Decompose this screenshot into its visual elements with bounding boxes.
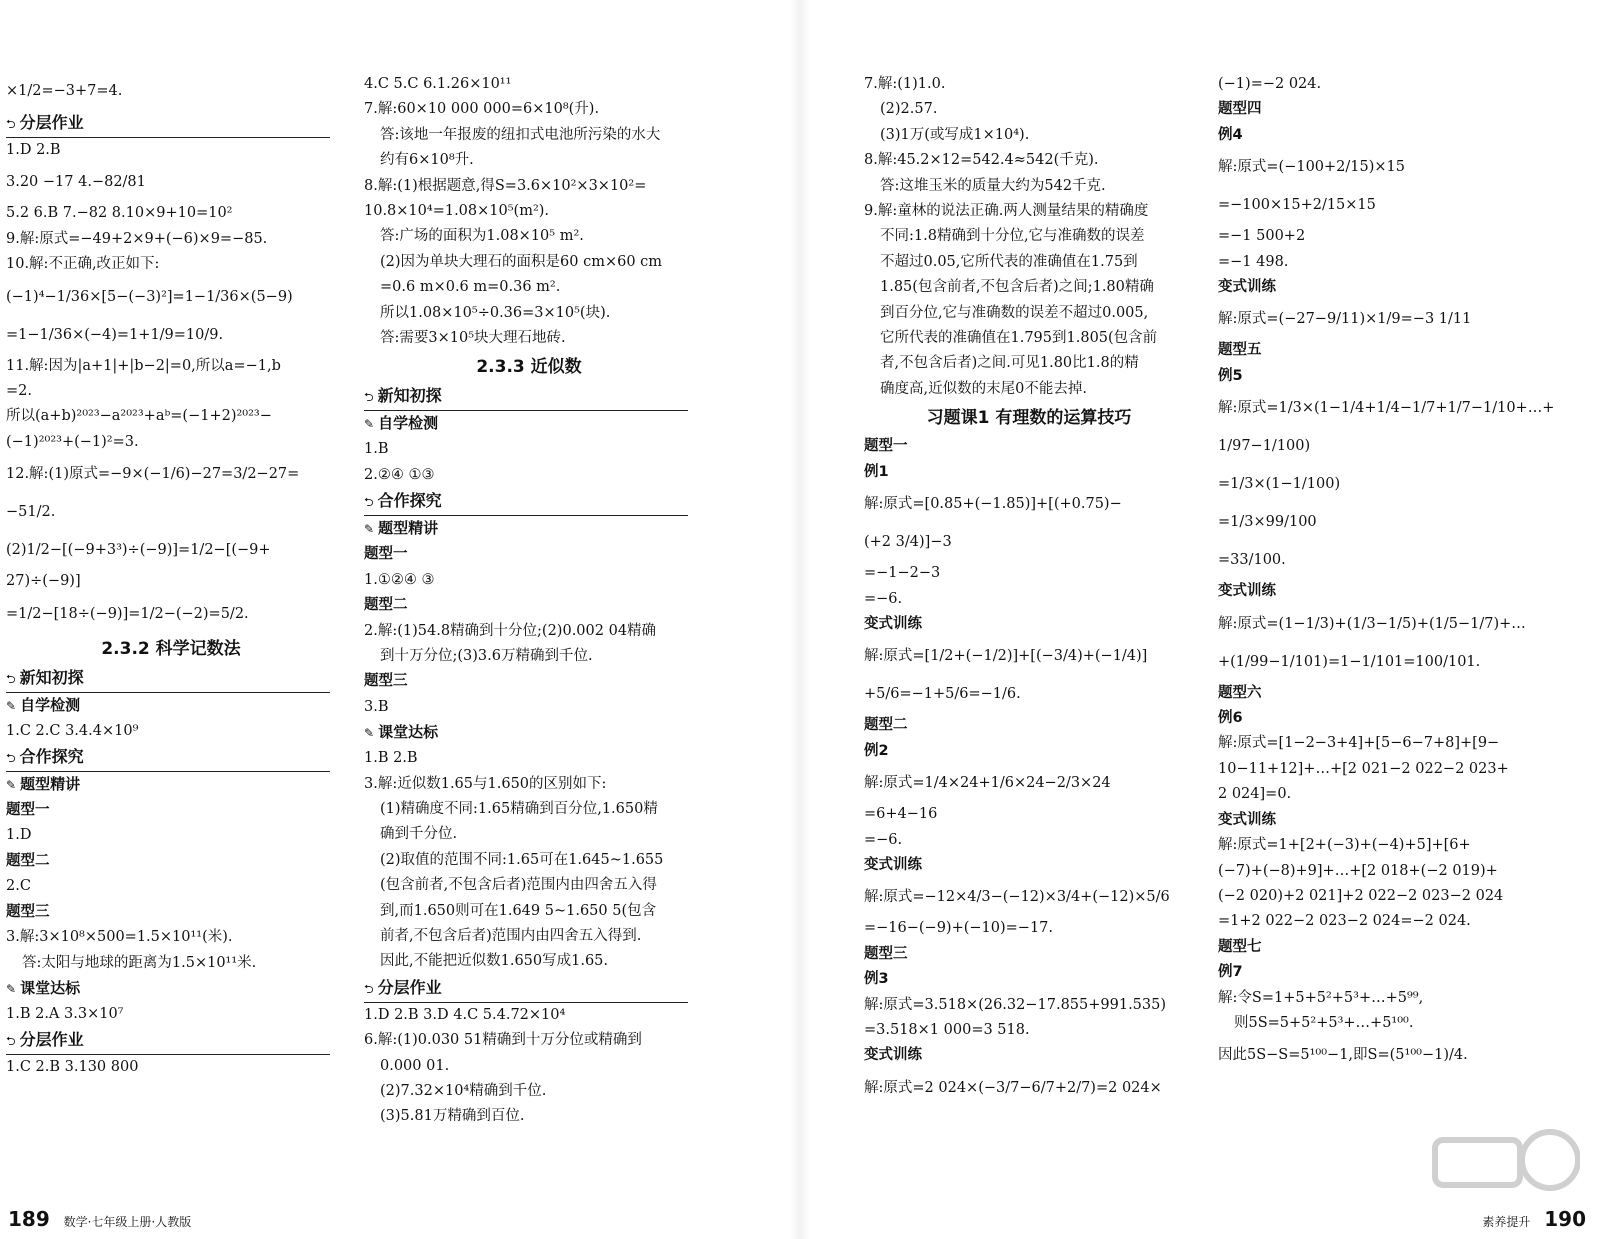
answer-line: (2)7.32×10⁴精确到千位. <box>380 1083 547 1099</box>
answer-line: 则5S=5+5²+5³+…+5¹⁰⁰. <box>1234 1014 1414 1031</box>
answer-line: 10.8×10⁴=1.08×10⁵(m²). <box>364 203 550 220</box>
answer-line: 10.解:不正确,改正如下: <box>6 256 160 273</box>
answer-line: 10−11+12]+…+[2 021−2 022−2 023+ <box>1218 760 1509 777</box>
answer-line: 3.解:近似数1.65与1.650的区别如下: <box>364 775 607 792</box>
answer-line: 1.①②④ ③ <box>364 571 435 588</box>
answer-line: =−100×15+2/15×15 <box>1218 197 1376 214</box>
answer-line: 答:该地一年报废的纽扣式电池所污染的水大 <box>380 126 661 143</box>
question-type-label: 例7 <box>1218 964 1243 981</box>
heading-text: 新知初探 <box>377 386 442 406</box>
question-type-label: 题型五 <box>1218 342 1262 359</box>
section-bar <box>6 665 330 693</box>
answer-line: 不同:1.8精确到十分位,它与准确数的误差 <box>880 228 1145 245</box>
answer-line: 解:原式=1/4×24+1/6×24−2/3×24 <box>864 775 1111 792</box>
answer-line: 1.B 2.A 3.3×10⁷ <box>6 1005 124 1022</box>
answer-line: 12.解:(1)原式=−9×(−1/6)−27=3/2−27= <box>6 466 300 483</box>
column-4 <box>1218 72 1583 1074</box>
answer-line: 1.D 2.B 3.D 4.C 5.4.72×10⁴ <box>364 1006 566 1023</box>
answer-line: 1.B <box>364 441 389 458</box>
answer-line: 7.解:(1)1.0. <box>864 76 946 92</box>
answer-line: (2)2.57. <box>880 101 938 118</box>
arrow-icon: ⮌ <box>6 671 16 686</box>
heading-text: 课堂达标 <box>20 978 81 997</box>
answer-line: 2.②④ ①③ <box>364 466 435 483</box>
answer-line: 1/97−1/100) <box>1218 438 1311 455</box>
section-bar <box>364 975 688 1003</box>
section-heading: 2.3.3 近似数 <box>476 357 582 378</box>
answer-line: 7.解:60×10 000 000=6×10⁸(升). <box>364 101 600 118</box>
pen-icon: ✎ <box>6 778 17 793</box>
question-type-label: 变式训练 <box>864 615 922 632</box>
section-label: 素养提升 <box>1482 1215 1531 1229</box>
answer-line: (2)因为单块大理石的面积是60 cm×60 cm <box>380 253 663 270</box>
answer-line: =−6. <box>864 590 903 607</box>
answer-line: +5/6=−1+5/6=−1/6. <box>864 686 1021 703</box>
answer-line: (−1)²⁰²³+(−1)²=3. <box>6 433 139 450</box>
heading-text: 题型精讲 <box>378 519 439 538</box>
answer-line: (2)1/2−[(−9+3³)÷(−9)]=1/2−[(−9+ <box>6 542 271 559</box>
answer-line: =33/100. <box>1218 552 1286 569</box>
answer-line: 11.解:因为|a+1|+|b−2|=0,所以a=−1,b <box>6 357 281 374</box>
answer-line: 3.B <box>364 698 389 715</box>
footer-left <box>8 1207 191 1231</box>
answer-line: 0.000 01. <box>380 1057 450 1074</box>
question-type-label: 题型七 <box>1218 938 1262 955</box>
heading-text: 自学检测 <box>378 414 439 433</box>
answer-line: (+2 3/4)]−3 <box>864 534 952 551</box>
pen-icon: ✎ <box>364 522 375 537</box>
answer-line: 它所代表的准确值在1.795到1.805(包含前 <box>880 330 1158 347</box>
question-type-label: 题型一 <box>864 438 908 455</box>
answer-line: =1−1/36×(−4)=1+1/9=10/9. <box>6 326 224 343</box>
answer-line: 解:原式=[1/2+(−1/2)]+[(−3/4)+(−1/4)] <box>864 648 1148 665</box>
answer-line: 确到千分位. <box>380 826 458 843</box>
heading-text: 课堂达标 <box>378 723 439 742</box>
page-number-right: 190 <box>1544 1207 1586 1231</box>
answer-line: 2.C <box>6 878 31 895</box>
answer-line: 到百分位,它与准确数的误差不超过0.005, <box>880 304 1149 321</box>
question-type-label: 例5 <box>1218 367 1243 384</box>
question-type-label: 例3 <box>864 971 889 988</box>
answer-line: =−1 498. <box>1218 253 1289 270</box>
question-type-label: 变式训练 <box>1218 279 1276 296</box>
answer-line: 解:原式=2 024×(−3/7−6/7+2/7)=2 024× <box>864 1079 1162 1096</box>
answer-line: 3.解:3×10⁸×500=1.5×10¹¹(米). <box>6 929 233 946</box>
subsection-heading <box>6 772 336 798</box>
answer-line: 解:令S=1+5+5²+5³+…+5⁹⁹, <box>1218 989 1424 1006</box>
answer-line: (−1)=−2 024. <box>1218 76 1322 92</box>
answer-line: 答:太阳与地球的距离为1.5×10¹¹米. <box>22 954 257 971</box>
answer-line: 到,而1.650则可在1.649 5~1.650 5(包含 <box>380 902 657 919</box>
question-type-label: 例4 <box>1218 126 1243 143</box>
answer-line: ×1/2=−3+7=4. <box>6 83 123 99</box>
heading-text: 新知初探 <box>19 667 84 687</box>
answer-line: =1/3×99/100 <box>1218 514 1317 531</box>
question-type-label: 变式训练 <box>1218 811 1276 828</box>
answer-line: 解:原式=(−100+2/15)×15 <box>1218 159 1405 176</box>
question-type-label: 例1 <box>864 463 889 480</box>
answer-line: 答:广场的面积为1.08×10⁵ m². <box>380 228 584 245</box>
subsection-heading <box>364 516 694 542</box>
answer-line: (−7)+(−8)+9]+…+[2 018+(−2 019)+ <box>1218 862 1498 879</box>
answer-line: 1.C 2.B 3.130 800 <box>6 1059 139 1076</box>
question-type-label: 变式训练 <box>1218 583 1276 600</box>
answer-line: 到十万分位;(3)3.6万精确到千位. <box>380 647 593 664</box>
answer-line: 1.B 2.B <box>364 750 418 767</box>
answer-line: 6.解:(1)0.030 51精确到十万分位或精确到 <box>364 1032 642 1049</box>
question-type-label: 变式训练 <box>864 856 922 873</box>
arrow-icon: ⮌ <box>6 117 16 131</box>
answer-line: (1)精确度不同:1.65精确到百分位,1.650精 <box>380 800 658 817</box>
answer-line: −51/2. <box>6 504 56 521</box>
pen-icon: ✎ <box>364 726 375 741</box>
heading-text: 自学检测 <box>20 695 81 714</box>
answer-line: =−16−(−9)+(−10)=−17. <box>864 920 1054 937</box>
answer-line: 所以1.08×10⁵÷0.36=3×10⁵(块). <box>380 304 611 321</box>
answer-line: 解:原式=1/3×(1−1/4+1/4−1/7+1/7−1/10+…+ <box>1218 400 1555 417</box>
answer-line: =−1−2−3 <box>864 565 941 582</box>
arrow-icon: ⮌ <box>6 1034 16 1049</box>
answer-line: =2. <box>6 383 32 400</box>
pen-icon: ✎ <box>6 981 17 996</box>
arrow-icon: ⮌ <box>364 390 374 405</box>
question-type-label: 题型四 <box>1218 101 1262 118</box>
answer-line: 4.C 5.C 6.1.26×10¹¹ <box>364 76 512 92</box>
answer-line: (−1)⁴−1/36×[5−(−3)²]=1−1/36×(5−9) <box>6 288 293 305</box>
answer-line: 解:原式=[0.85+(−1.85)]+[(+0.75)− <box>864 496 1122 513</box>
answer-line: 者,不包含后者)之间.可见1.80比1.8的精 <box>880 355 1139 372</box>
answer-line: 解:原式=−12×4/3−(−12)×3/4+(−12)×5/6 <box>864 889 1170 906</box>
answer-line: 8.解:45.2×12=542.4≈542(千克). <box>864 152 1099 169</box>
section-bar <box>6 1027 330 1055</box>
answer-line: 2.解:(1)54.8精确到十分位;(2)0.002 04精确 <box>364 622 657 639</box>
subsection-heading <box>364 411 694 437</box>
answer-line: 前者,不包含后者)范围内由四舍五入得到. <box>380 927 642 944</box>
answer-line: 1.D <box>6 827 32 844</box>
page-gutter <box>790 0 810 1239</box>
heading-text: 题型精讲 <box>20 775 81 794</box>
answer-line: 解:原式=(−27−9/11)×1/9=−3 1/11 <box>1218 311 1472 328</box>
question-type-label: 变式训练 <box>864 1047 922 1064</box>
answer-line: 3.20 −17 4.−82/81 <box>6 174 146 191</box>
arrow-icon: ⮌ <box>364 495 374 510</box>
section-heading: 2.3.2 科学记数法 <box>101 638 241 659</box>
answer-line: 解:原式=3.518×(26.32−17.855+991.535) <box>864 996 1167 1013</box>
answer-line: 约有6×10⁸升. <box>380 152 474 169</box>
answer-line: 8.解:(1)根据题意,得S=3.6×10²×3×10²= <box>364 177 647 194</box>
answer-line: 1.85(包含前者,不包含后者)之间;1.80精确 <box>880 279 1154 296</box>
page-number-left: 189 <box>8 1207 50 1231</box>
question-type-label: 题型二 <box>864 717 908 734</box>
answer-line: =−6. <box>864 831 903 848</box>
column-3 <box>864 72 1194 1107</box>
question-type-label: 题型一 <box>364 546 408 563</box>
answer-line: 因此,不能把近似数1.650写成1.65. <box>380 953 609 970</box>
answer-line: 解:原式=[1−2−3+4]+[5−6−7+8]+[9− <box>1218 735 1500 752</box>
question-type-label: 题型二 <box>364 597 408 614</box>
answer-line: 2 024]=0. <box>1218 786 1292 803</box>
answer-line: 答:需要3×10⁵块大理石地砖. <box>380 330 566 347</box>
section-heading: 习题课1 有理数的运算技巧 <box>926 408 1132 429</box>
subsection-heading <box>6 693 336 719</box>
question-type-label: 例2 <box>864 742 889 759</box>
answer-line: 因此5S−S=5¹⁰⁰−1,即S=(5¹⁰⁰−1)/4. <box>1218 1047 1468 1064</box>
column-2 <box>364 72 694 1130</box>
heading-text: 分层作业 <box>19 1030 84 1050</box>
answer-line: (包含前者,不包含后者)范围内由四舍五入得 <box>380 877 657 894</box>
arrow-icon: ⮌ <box>6 751 16 766</box>
answer-line: +(1/99−1/101)=1−1/101=100/101. <box>1218 653 1481 670</box>
heading-text: 分层作业 <box>377 977 442 997</box>
question-type-label: 例6 <box>1218 710 1243 727</box>
answer-line: 不超过0.05,它所代表的准确值在1.75到 <box>880 253 1138 270</box>
arrow-icon: ⮌ <box>364 981 374 996</box>
answer-line: 确度高,近似数的末尾0不能去掉. <box>880 380 1087 397</box>
section-bar <box>364 488 688 516</box>
heading-text: 合作探究 <box>19 747 84 767</box>
answer-line: 9.解:童林的说法正确.两人测量结果的精确度 <box>864 203 1149 220</box>
question-type-label: 题型六 <box>1218 684 1262 701</box>
answer-line: (−2 020)+2 021]+2 022−2 023−2 024 <box>1218 887 1504 904</box>
section-bar <box>6 110 330 138</box>
heading-text: 分层作业 <box>19 113 84 132</box>
column-1 <box>6 72 336 1081</box>
answer-line: 1.D 2.B <box>6 142 61 158</box>
question-type-label: 题型三 <box>6 903 50 920</box>
answer-line: (3)1万(或写成1×10⁴). <box>880 126 1030 143</box>
answer-line: (3)5.81万精确到百位. <box>380 1108 525 1125</box>
answer-line: 9.解:原式=−49+2×9+(−6)×9=−85. <box>6 230 268 247</box>
answer-line: 解:原式=(1−1/3)+(1/3−1/5)+(1/5−1/7)+… <box>1218 615 1526 632</box>
question-type-label: 题型二 <box>6 852 50 869</box>
question-type-label: 题型三 <box>864 945 908 962</box>
pen-icon: ✎ <box>364 417 375 432</box>
subsection-heading <box>364 720 694 746</box>
question-type-label: 题型一 <box>6 802 50 819</box>
answer-line: 5.2 6.B 7.−82 8.10×9+10=10² <box>6 205 233 222</box>
answer-line: (2)取值的范围不同:1.65可在1.645~1.655 <box>380 851 664 868</box>
watermark-stamp <box>1430 1125 1580 1215</box>
answer-line: 27)÷(−9)] <box>6 573 81 590</box>
answer-line: =1/3×(1−1/100) <box>1218 476 1341 493</box>
section-bar <box>6 744 330 772</box>
heading-text: 合作探究 <box>377 491 442 511</box>
answer-line: 答:这堆玉米的质量大约为542千克. <box>880 177 1106 194</box>
answer-line: 所以(a+b)²⁰²³−a²⁰²³+aᵇ=(−1+2)²⁰²³− <box>6 408 272 425</box>
answer-line: 解:原式=1+[2+(−3)+(−4)+5]+[6+ <box>1218 837 1471 854</box>
answer-line: =0.6 m×0.6 m=0.36 m². <box>380 279 561 296</box>
question-type-label: 题型三 <box>364 673 408 690</box>
answer-line: =3.518×1 000=3 518. <box>864 1021 1030 1038</box>
answer-line: =6+4−16 <box>864 806 938 823</box>
answer-line: =−1 500+2 <box>1218 228 1306 245</box>
section-bar <box>364 383 688 411</box>
answer-line: =1/2−[18÷(−9)]=1/2−(−2)=5/2. <box>6 605 249 622</box>
answer-line: =1+2 022−2 023−2 024=−2 024. <box>1218 913 1471 930</box>
subsection-heading <box>6 976 336 1002</box>
answer-line: 1.C 2.C 3.4.4×10⁹ <box>6 722 139 739</box>
book-label: 数学·七年级上册·人教版 <box>63 1215 192 1229</box>
pen-icon: ✎ <box>6 698 17 713</box>
